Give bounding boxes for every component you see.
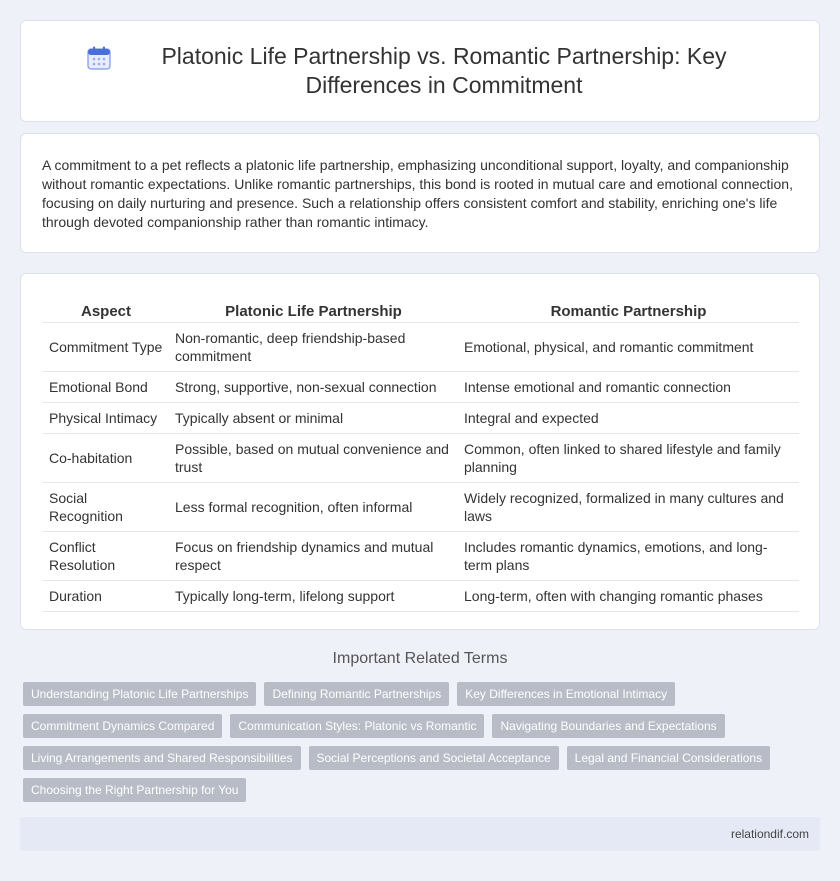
title-card [20, 20, 820, 122]
tag-row [23, 778, 823, 802]
related-term-tag[interactable]: Choosing the Right Partnership for You [23, 778, 246, 802]
table-row [43, 531, 799, 580]
table-cell: Co-habitation [43, 433, 169, 482]
table-cell: Focus on friendship dynamics and mutual respect [169, 531, 458, 580]
table-cell: Typically long-term, lifelong support [169, 580, 458, 611]
comparison-card [20, 273, 820, 630]
table-row [43, 322, 799, 371]
related-term-tag[interactable]: Navigating Boundaries and Expectations [492, 714, 724, 738]
table-cell: Includes romantic dynamics, emotions, and long-term plans [458, 531, 799, 580]
column-header: Romantic Partnership [458, 296, 799, 322]
table-cell: Physical Intimacy [43, 402, 169, 433]
table-row [43, 482, 799, 531]
calendar-icon [86, 45, 112, 71]
table-cell: Conflict Resolution [43, 531, 169, 580]
table-row [43, 371, 799, 402]
intro-text: A commitment to a pet reflects a platonic life partnership, emphasizing unconditional support, loyalty, and companionship without romantic expectations. Unlike romantic partnerships, this bond is rooted in mutual care and emotional connection, focusing on daily nurturing and presence. Such a relationship offers consistent comfort and stability, enriching one's life through devoted companionship rather than romantic intimacy. [42, 157, 793, 230]
table-cell: Long-term, often with changing romantic phases [458, 580, 799, 611]
related-term-tag[interactable]: Key Differences in Emotional Intimacy [457, 682, 675, 706]
table-cell: Typically absent or minimal [169, 402, 458, 433]
table-cell: Strong, supportive, non-sexual connection [169, 371, 458, 402]
table-header-row [43, 296, 799, 322]
related-term-tag[interactable]: Commitment Dynamics Compared [23, 714, 222, 738]
related-term-tag[interactable]: Living Arrangements and Shared Responsibilities [23, 746, 301, 770]
table-cell: Widely recognized, formalized in many cultures and laws [458, 482, 799, 531]
table-cell: Duration [43, 580, 169, 611]
table-cell: Non-romantic, deep friendship-based commitment [169, 322, 458, 371]
related-term-tag[interactable]: Defining Romantic Partnerships [264, 682, 449, 706]
related-terms-title: Important Related Terms [332, 650, 508, 667]
table-cell: Commitment Type [43, 322, 169, 371]
table-cell: Common, often linked to shared lifestyle and family planning [458, 433, 799, 482]
column-header: Aspect [43, 296, 169, 322]
tag-row [23, 682, 823, 706]
footer [20, 817, 820, 851]
table-cell: Emotional Bond [43, 371, 169, 402]
table-row [43, 402, 799, 433]
site-name[interactable]: relationdif.com [730, 827, 809, 841]
related-term-tag[interactable]: Legal and Financial Considerations [567, 746, 770, 770]
title-row [86, 42, 754, 100]
intro-card [20, 133, 820, 253]
table-cell: Intense emotional and romantic connection [458, 371, 799, 402]
table-cell: Less formal recognition, often informal [169, 482, 458, 531]
table-cell: Social Recognition [43, 482, 169, 531]
tag-row [23, 746, 823, 770]
comparison-table [43, 296, 799, 612]
table-cell: Possible, based on mutual convenience and trust [169, 433, 458, 482]
page-title: Platonic Life Partnership vs. Romantic Partnership: Key Differences in Commitment [161, 43, 727, 98]
table-cell: Emotional, physical, and romantic commitment [458, 322, 799, 371]
table-row [43, 580, 799, 611]
table-cell: Integral and expected [458, 402, 799, 433]
related-term-tag[interactable]: Communication Styles: Platonic vs Romantic [230, 714, 484, 738]
related-terms-list [23, 682, 823, 810]
tag-row [23, 714, 823, 738]
related-term-tag[interactable]: Social Perceptions and Societal Acceptance [309, 746, 559, 770]
column-header: Platonic Life Partnership [169, 296, 458, 322]
related-term-tag[interactable]: Understanding Platonic Life Partnerships [23, 682, 256, 706]
table-row [43, 433, 799, 482]
